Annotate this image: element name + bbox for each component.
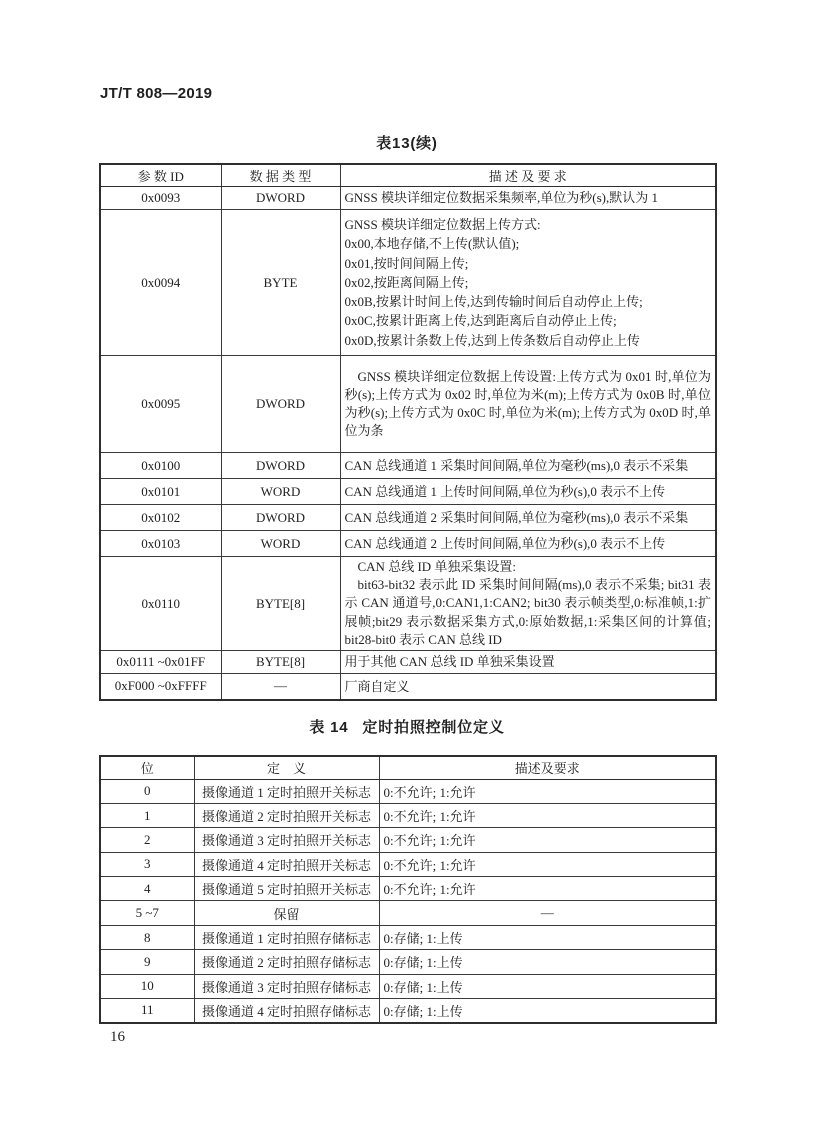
definition-cell: 摄像通道 2 定时拍照开关标志 [194, 803, 379, 827]
table14-row [100, 901, 716, 925]
table14-row [100, 828, 716, 852]
param-id-cell: 0x0100 [100, 453, 221, 479]
description-paragraph: CAN 总线通道 1 上传时间间隔,单位为秒(s),0 表示不上传 [344, 483, 666, 499]
description-paragraph: 用于其他 CAN 总线 ID 单独采集设置 [344, 654, 555, 670]
table14-row [100, 852, 716, 876]
table14-header-definition: 定 义 [194, 756, 379, 779]
description-cell [340, 674, 716, 700]
bit-cell: 2 [100, 828, 194, 852]
data-type-cell: DWORD [221, 356, 340, 453]
table14-row [100, 999, 716, 1023]
bit-cell: 11 [100, 999, 194, 1023]
description-cell: 0:不允许; 1:允许 [379, 852, 716, 876]
description-paragraph: 0x00,本地存储,不上传(默认值); [344, 236, 520, 252]
description-paragraph: CAN 总线 ID 单独采集设置: [357, 559, 517, 574]
description-cell: 0:存储; 1:上传 [379, 950, 716, 974]
table13-row [100, 356, 716, 453]
definition-cell: 摄像通道 2 定时拍照存储标志 [194, 950, 379, 974]
description-paragraph: CAN 总线通道 2 采集时间间隔,单位为毫秒(ms),0 表示不采集 [344, 509, 689, 525]
table13-row [100, 479, 716, 505]
param-id-cell: 0x0102 [100, 505, 221, 531]
table13-row [100, 531, 716, 557]
description-cell: 0:不允许; 1:允许 [379, 779, 716, 803]
bit-cell: 4 [100, 877, 194, 901]
bit-cell: 3 [100, 852, 194, 876]
bit-cell: 9 [100, 950, 194, 974]
bit-cell: 1 [100, 803, 194, 827]
description-paragraph: GNSS 模块详细定位数据上传设置:上传方式为 0x01 时,单位为秒(s);上传方式为 0x02 时,单位为米(m);上传方式为 0x0B 时,单位为秒(s);上传方式为 0x0C 时,单位为米(m);上传方式为 0x0D 时,单位为条 [344, 368, 711, 439]
definition-cell: 摄像通道 4 定时拍照存储标志 [194, 999, 379, 1023]
description-paragraph: GNSS 模块详细定位数据采集频率,单位为秒(s),默认为 1 [344, 190, 658, 206]
description-cell [340, 187, 716, 210]
data-type-cell: DWORD [221, 187, 340, 210]
param-id-cell: 0x0095 [100, 356, 221, 453]
table14 [99, 755, 717, 1024]
data-type-cell: DWORD [221, 453, 340, 479]
table14-row [100, 803, 716, 827]
description-cell: 0:存储; 1:上传 [379, 999, 716, 1023]
param-id-cell: 0x0111 ~0x01FF [100, 651, 221, 674]
description-paragraph: 0x02,按距离间隔上传; [344, 274, 469, 290]
description-paragraph: CAN 总线通道 1 采集时间间隔,单位为毫秒(ms),0 表示不采集 [344, 457, 689, 473]
table13-row [100, 557, 716, 651]
description-paragraph: 0x01,按时间间隔上传; [344, 255, 469, 271]
data-type-cell: BYTE[8] [221, 557, 340, 651]
bit-cell: 8 [100, 925, 194, 949]
table13-row [100, 187, 716, 210]
table13-header-data-type: 数 据 类 型 [221, 164, 340, 187]
description-cell [340, 210, 716, 356]
description-cell: 0:不允许; 1:允许 [379, 877, 716, 901]
param-id-cell: 0x0101 [100, 479, 221, 505]
data-type-cell: WORD [221, 531, 340, 557]
table14-row [100, 974, 716, 998]
table13-row [100, 453, 716, 479]
table14-row [100, 925, 716, 949]
description-paragraph: 0x0B,按累计时间上传,达到传输时间后自动停止上传; [344, 294, 643, 310]
table14-title [99, 716, 715, 737]
table13-header-description: 描 述 及 要 求 [340, 164, 716, 187]
bit-cell: 5 ~7 [100, 901, 194, 925]
definition-cell: 摄像通道 3 定时拍照开关标志 [194, 828, 379, 852]
description-paragraph: CAN 总线通道 2 上传时间间隔,单位为秒(s),0 表示不上传 [344, 535, 666, 551]
description-cell: — [379, 901, 716, 925]
description-cell [340, 356, 716, 453]
definition-cell: 摄像通道 5 定时拍照开关标志 [194, 877, 379, 901]
table13 [99, 163, 717, 701]
table13-row [100, 674, 716, 700]
table13-row [100, 210, 716, 356]
description-cell: 0:存储; 1:上传 [379, 925, 716, 949]
description-cell [340, 651, 716, 674]
description-cell [340, 505, 716, 531]
description-paragraph: 0x0D,按累计条数上传,达到上传条数后自动停止上传 [344, 332, 640, 348]
table14-header-bit: 位 [100, 756, 194, 779]
description-cell [340, 479, 716, 505]
table13-header [100, 164, 716, 187]
table14-title-number: 表 14 [309, 719, 349, 736]
table13-body [100, 187, 716, 700]
bit-cell: 0 [100, 779, 194, 803]
bit-cell: 10 [100, 974, 194, 998]
table14-header-description: 描述及要求 [379, 756, 716, 779]
description-paragraph: 0x0C,按累计距离上传,达到距离后自动停止上传; [344, 313, 617, 329]
table14-row [100, 779, 716, 803]
param-id-cell: 0xF000 ~0xFFFF [100, 674, 221, 700]
description-cell: 0:不允许; 1:允许 [379, 828, 716, 852]
definition-cell: 摄像通道 3 定时拍照存储标志 [194, 974, 379, 998]
table14-header-row [100, 756, 716, 779]
table13-title: 表13(续) [376, 135, 438, 152]
param-id-cell: 0x0094 [100, 210, 221, 356]
description-paragraph: 厂商自定义 [344, 678, 410, 694]
param-id-cell: 0x0103 [100, 531, 221, 557]
description-cell: 0:存储; 1:上传 [379, 974, 716, 998]
description-cell [340, 453, 716, 479]
table14-title-text: 定时拍照控制位定义 [362, 719, 505, 736]
data-type-cell: — [221, 674, 340, 700]
page-number: 16 [110, 1029, 125, 1045]
definition-cell: 保留 [194, 901, 379, 925]
table14-row [100, 950, 716, 974]
param-id-cell: 0x0110 [100, 557, 221, 651]
data-type-cell: WORD [221, 479, 340, 505]
description-cell: 0:不允许; 1:允许 [379, 803, 716, 827]
definition-cell: 摄像通道 1 定时拍照存储标志 [194, 925, 379, 949]
definition-cell: 摄像通道 4 定时拍照开关标志 [194, 852, 379, 876]
description-paragraph: GNSS 模块详细定位数据上传方式: [344, 216, 541, 232]
table13-row [100, 651, 716, 674]
description-cell [340, 557, 716, 651]
table14-body [100, 779, 716, 1023]
description-paragraph: bit63-bit32 表示此 ID 采集时间间隔(ms),0 表示不采集; bit31 表示 CAN 通道号,0:CAN1,1:CAN2; bit30 表示帧类型,0:标准帧,1:扩展帧;bit29 表示数据采集方式,0:原始数据,1:采集区间的计算值; bit28-bit0 表示 CAN 总线 ID [344, 577, 711, 647]
data-type-cell: DWORD [221, 505, 340, 531]
param-id-cell: 0x0093 [100, 187, 221, 210]
table13-header-row [100, 164, 716, 187]
definition-cell: 摄像通道 1 定时拍照开关标志 [194, 779, 379, 803]
table14-row [100, 877, 716, 901]
table14-header [100, 756, 716, 779]
standard-number: JT/T 808—2019 [100, 85, 213, 102]
description-cell [340, 531, 716, 557]
table13-header-param-id: 参 数 ID [100, 164, 221, 187]
data-type-cell: BYTE[8] [221, 651, 340, 674]
data-type-cell: BYTE [221, 210, 340, 356]
table13-row [100, 505, 716, 531]
